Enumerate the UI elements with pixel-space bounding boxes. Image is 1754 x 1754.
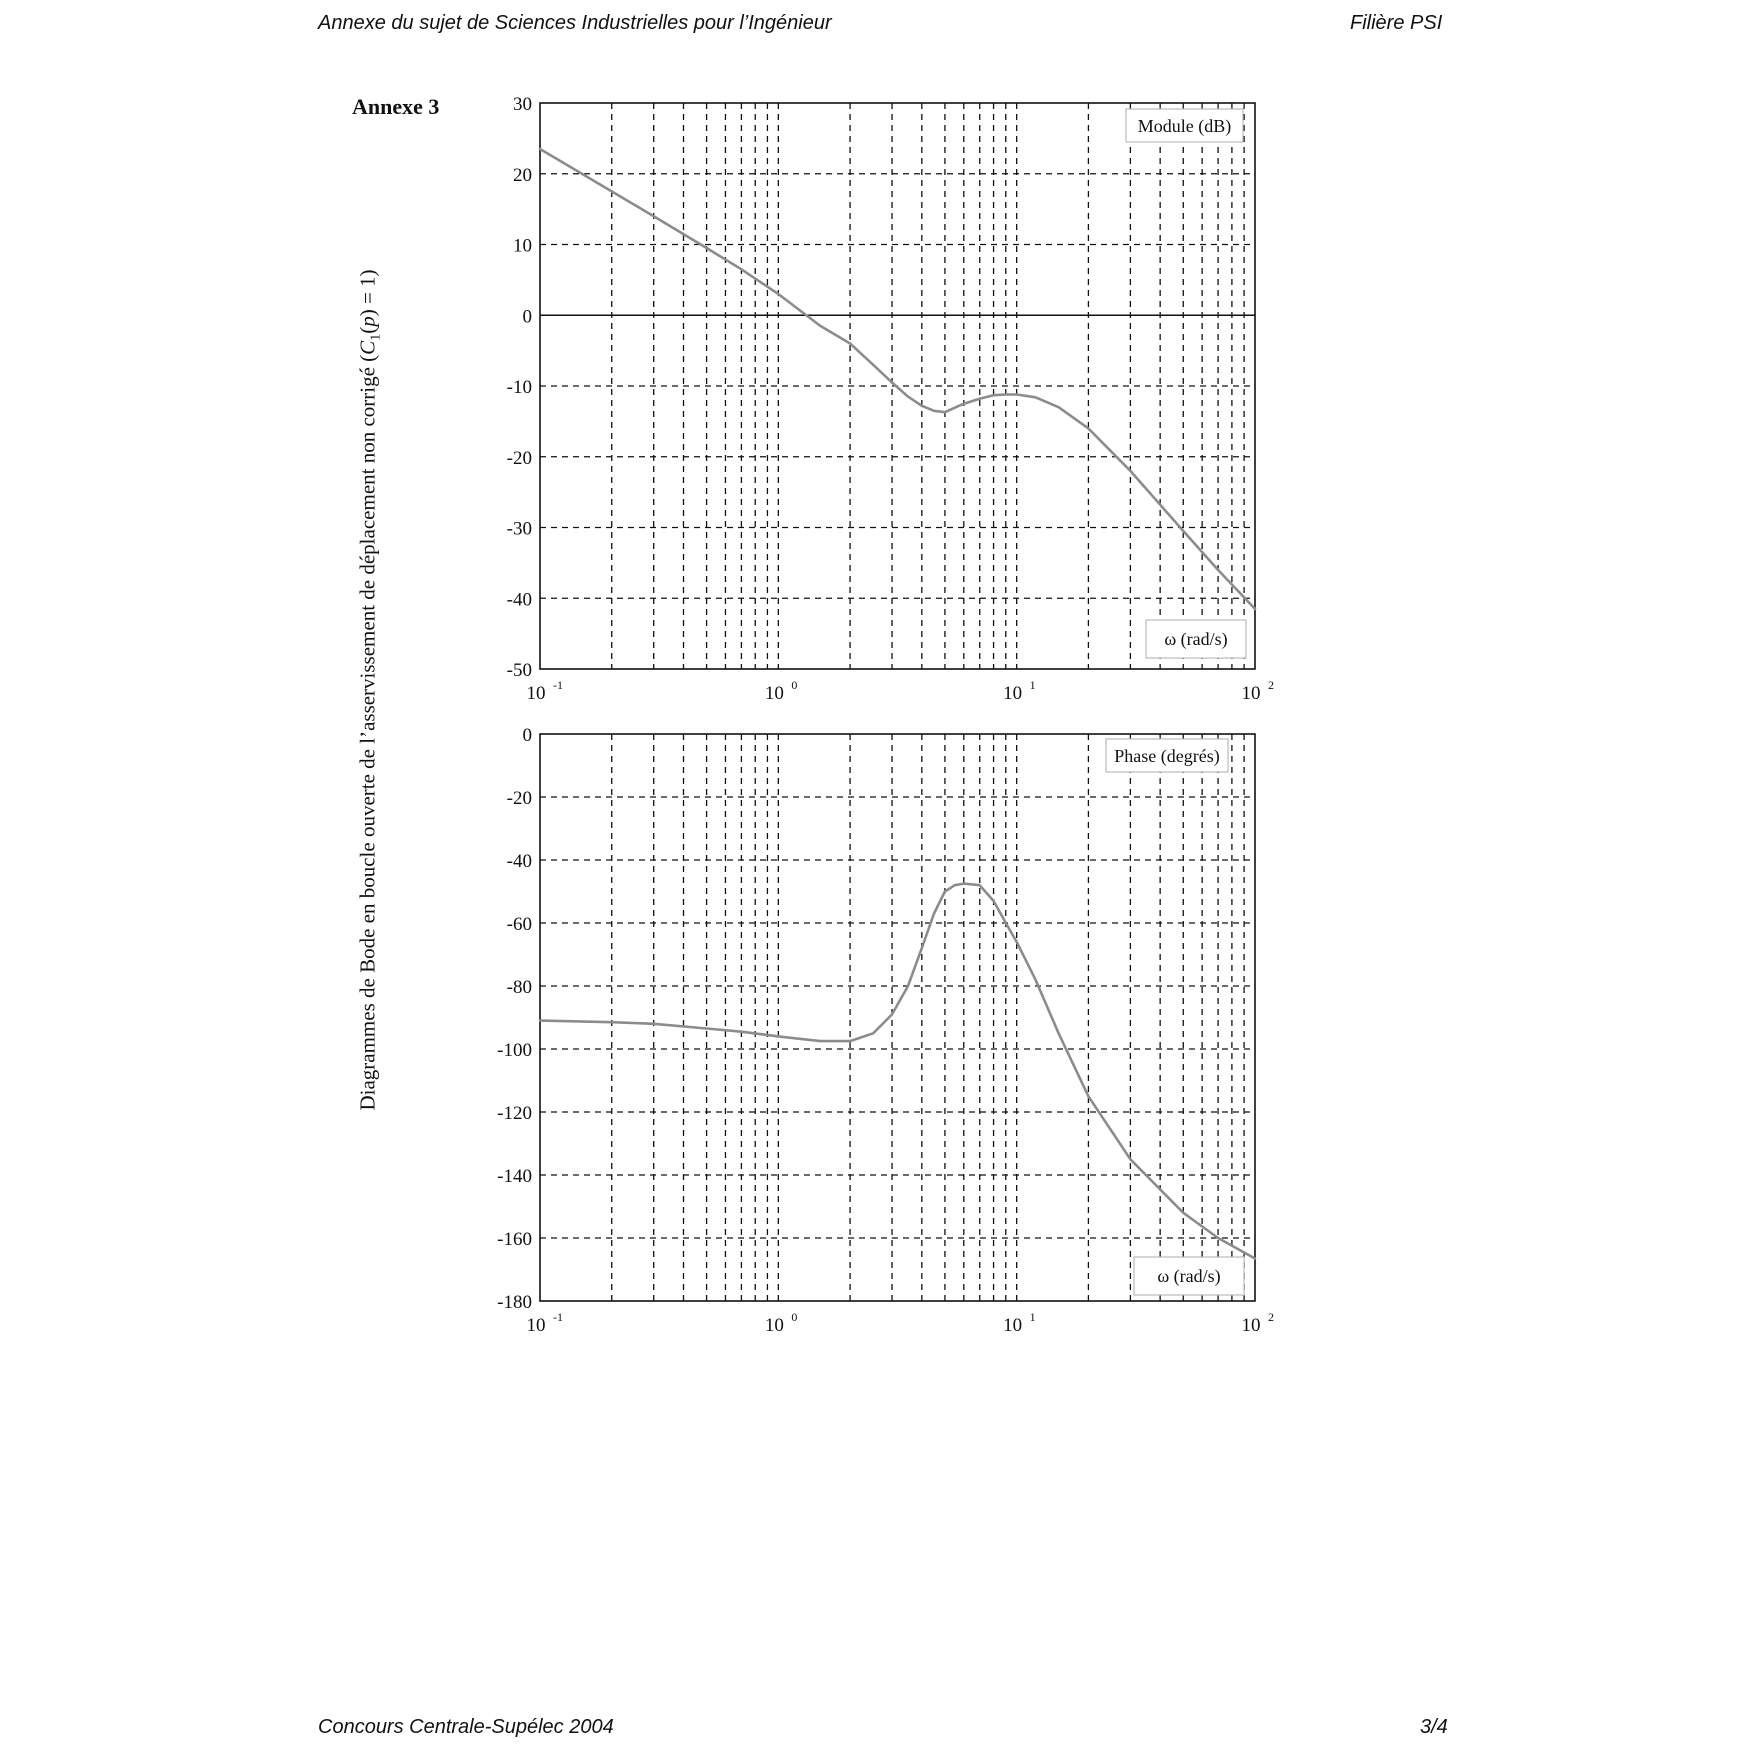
x-tick-exponent: 0 [791, 1310, 798, 1324]
page-header-left: Annexe du sujet de Sciences Industrielles pour l’Ingénieur [318, 12, 832, 34]
y-tick-label: -180 [497, 1292, 532, 1313]
y-tick-label: 0 [522, 725, 532, 746]
x-tick-exponent: 0 [791, 678, 798, 692]
x-tick-label: 10 [1003, 1315, 1023, 1336]
x-axis-label: ω (rad/s) [1164, 629, 1228, 649]
y-tick-label: -20 [506, 447, 532, 469]
y-tick-label: -50 [506, 660, 532, 681]
x-tick-exponent: 1 [1029, 678, 1036, 692]
x-tick-exponent: -1 [553, 678, 563, 692]
x-tick-label: 10 [526, 683, 546, 704]
y-tick-label: 30 [513, 94, 532, 115]
page-header-right: Filière PSI [1350, 12, 1443, 34]
y-tick-label: -40 [506, 851, 532, 872]
y-tick-label: -100 [497, 1040, 532, 1061]
y-tick-label: 20 [513, 164, 532, 186]
x-tick-label: 10 [764, 1315, 784, 1336]
y-tick-label: -80 [506, 977, 532, 998]
y-tick-label: -30 [506, 518, 532, 540]
magnitude-curve [540, 149, 1255, 609]
phase-curve [540, 884, 1255, 1259]
x-axis-label: ω (rad/s) [1157, 1266, 1221, 1286]
x-tick-exponent: 2 [1268, 678, 1274, 692]
x-tick-exponent: -1 [553, 1310, 563, 1324]
page-footer-left: Concours Centrale-Supélec 2004 [318, 1716, 614, 1738]
x-tick-exponent: 2 [1268, 1310, 1274, 1324]
page-footer-right: 3/4 [1420, 1716, 1448, 1738]
legend-title: Module (dB) [1137, 116, 1232, 136]
y-tick-label: -120 [497, 1103, 532, 1124]
y-tick-label: 10 [513, 235, 532, 257]
y-tick-label: -20 [506, 788, 532, 809]
x-tick-label: 10 [526, 1315, 546, 1336]
y-tick-label: -10 [506, 377, 532, 398]
x-tick-label: 10 [1003, 683, 1023, 704]
x-tick-label: 10 [764, 683, 784, 704]
y-tick-label: -60 [506, 914, 532, 935]
x-tick-label: 10 [1241, 1315, 1261, 1336]
figure-title: Diagrammes de Bode en boucle ouverte de l’asservissement de déplacement non corrigé $(C_1(p) = 1)$ [355, 269, 384, 1111]
x-tick-label: 10 [1241, 683, 1261, 704]
annexe-label: Annexe 3 [352, 94, 440, 119]
y-tick-label: -160 [497, 1229, 532, 1250]
legend-title: Phase (degrés) [1114, 746, 1220, 766]
y-tick-label: 0 [522, 306, 532, 328]
y-tick-label: -140 [497, 1166, 532, 1187]
x-tick-exponent: 1 [1029, 1310, 1036, 1324]
plot-frame [540, 734, 1255, 1301]
y-tick-label: -40 [506, 589, 532, 611]
